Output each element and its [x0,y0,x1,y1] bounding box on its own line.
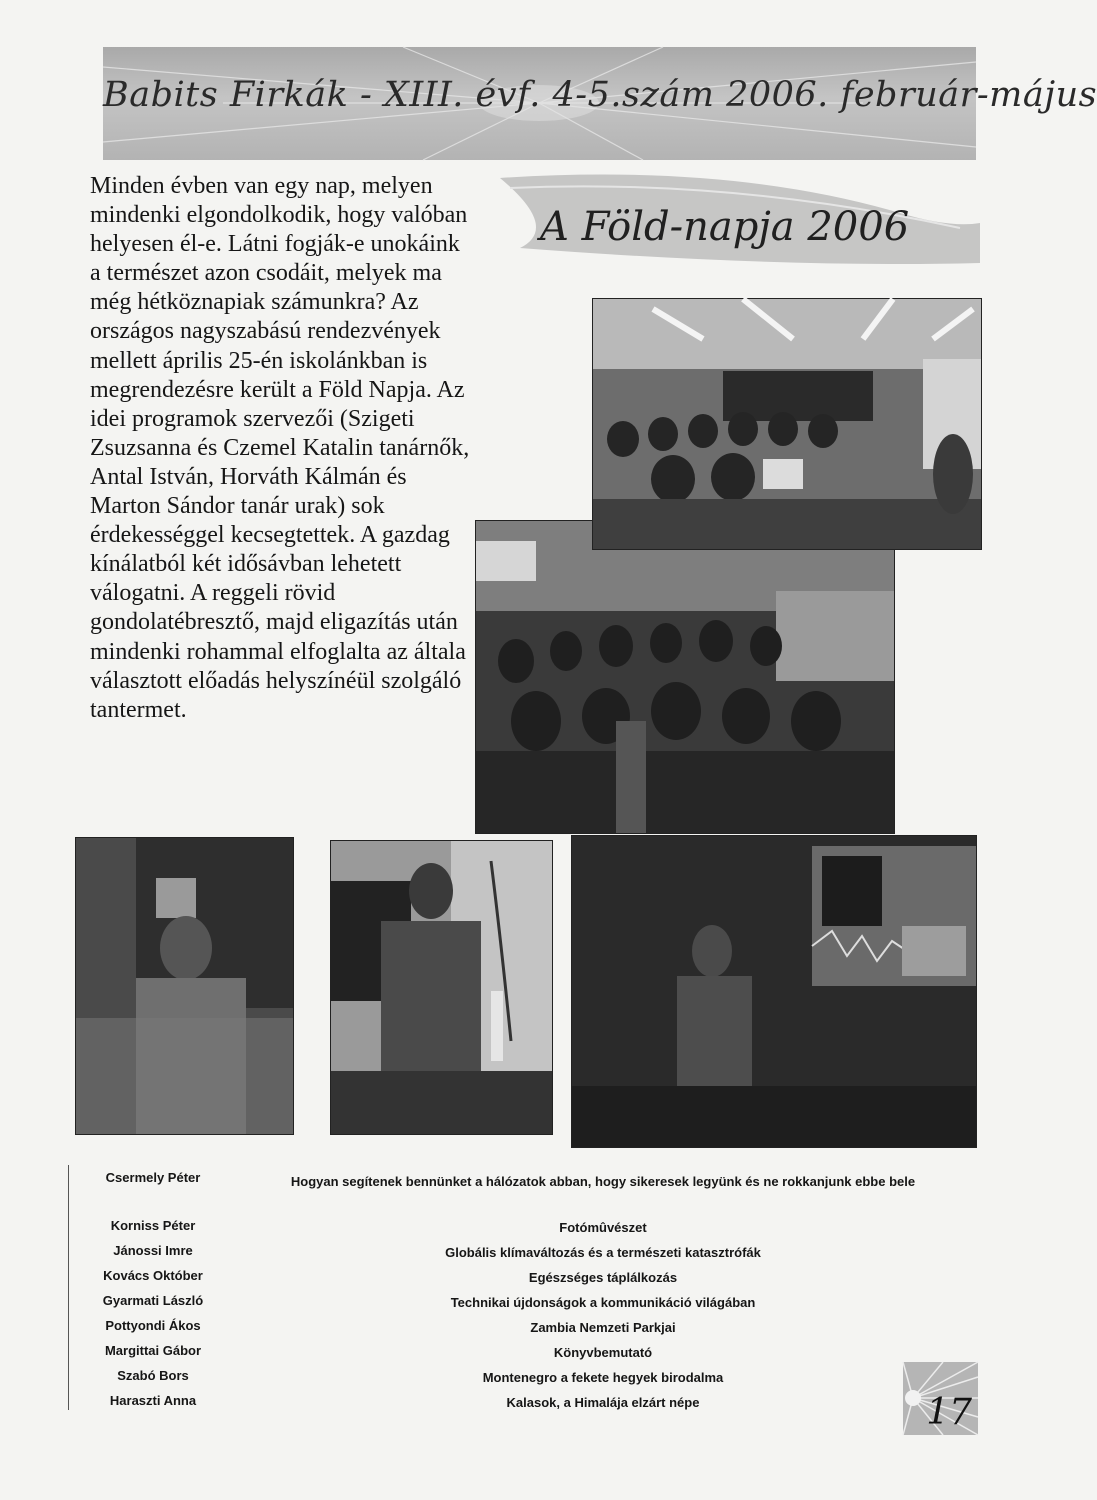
speaker-name: Csermely Péter [105,1170,201,1185]
magazine-header-title: Babits Firkák - XIII. évf. 4-5.szám 2006. február-május [103,75,1097,115]
speaker-name: Kovács Október [103,1268,203,1283]
article-title: A Föld-napja 2006 [540,204,910,250]
topic-title: Globális klímaváltozás és a természeti katasztrófák [445,1245,761,1260]
speaker-name: Margittai Gábor [104,1343,202,1358]
topic-title: Hogyan segítenek bennünket a hálózatok abban, hogy sikeresek legyünk és ne rokkanjunk ebbe bele [290,1174,916,1189]
topic-title: Zambia Nemzeti Parkjai [530,1320,676,1335]
photo-speaker-1 [75,837,294,1135]
topic-title: Fotómûvészet [559,1220,647,1235]
topic-title: Technikai újdonságok a kommunikáció világában [450,1295,756,1310]
topic-title: Egészséges táplálkozás [528,1270,678,1285]
article-title-banner [480,168,980,268]
speaker-name: Haraszti Anna [109,1393,197,1408]
photo-speaker-3 [571,835,977,1148]
speaker-name: Korniss Péter [110,1218,196,1233]
speaker-name: Pottyondi Ákos [105,1318,201,1333]
page-number-badge [903,1362,978,1435]
page-number: 17 [926,1392,972,1433]
article-intro-text: Minden évben van egy nap, melyen mindenki elgondolkodik, hogy valóban helyesen él-e. Látni fogják-e unokáink a természet azon csodáit, melyek ma még hétköznapiak számunkra? Az országos nagyszabású rendezvények mellett április 25-én iskolánkban is megrendezésre került a Föld Napja. Az idei programok szervezői (Szigeti Zsuzsanna és Czemel Katalin tanárnők, Antal István, Horváth Kálmán és Marton Sándor tanár urak) sok érdekességgel kecsegtettek. A gazdag kínálatból két idősávban lehetett válogatni. A reggeli rövid gondolatébresztő, majd eligazítás után mindenki rohammal elfoglalta az általa választott előadás helyszínéül szolgáló tantermet. [90,173,470,723]
topic-title: Montenegro a fekete hegyek birodalma [482,1370,724,1385]
photo-audience [475,520,895,834]
photo-speaker-2 [330,840,553,1135]
speaker-name: Szabó Bors [117,1368,189,1383]
speaker-name: Gyarmati László [102,1293,204,1308]
topic-title: Könyvbemutató [553,1345,653,1360]
photo-classroom [592,298,982,550]
topic-title: Kalasok, a Himalája elzárt népe [506,1395,700,1410]
header-banner [103,47,1097,160]
speaker-name: Jánossi Imre [113,1243,193,1258]
program-schedule [68,1165,968,1410]
